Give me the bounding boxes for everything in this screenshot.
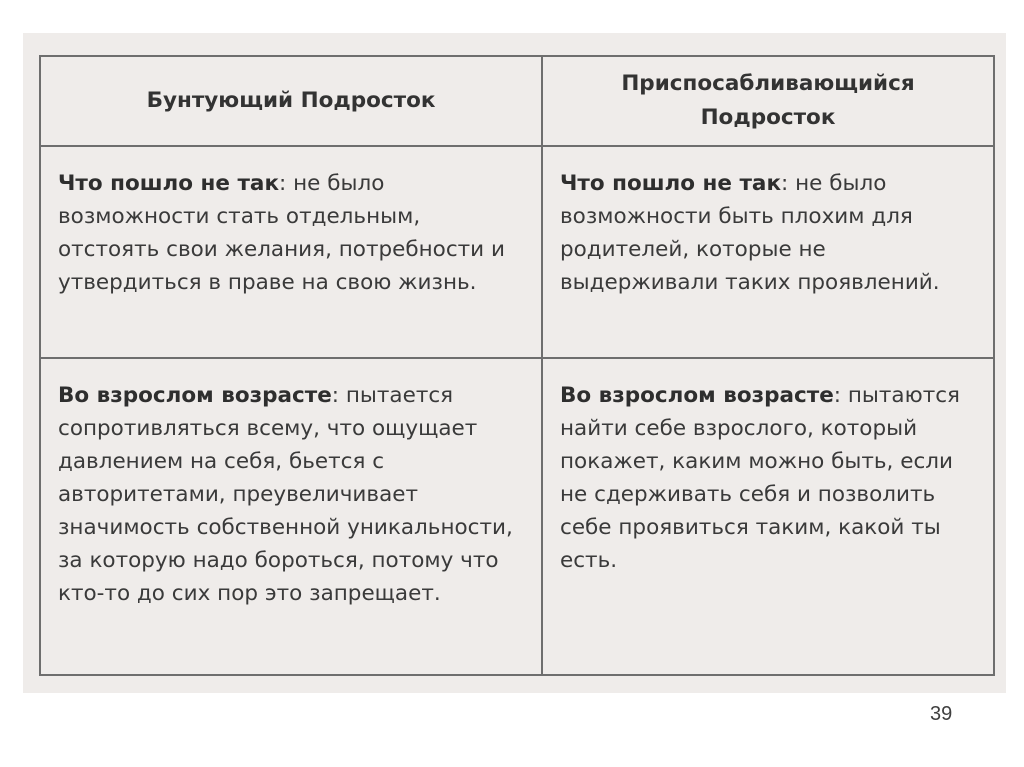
cell-text: пытается сопротивляться всему, что ощущает давлением на себя, бьется с авторитетами, преувеличивает значимость собственной уникальности, за которую надо бороться, потому что кто-то до сих пор это запрещает. [58, 383, 513, 606]
cell-rebellious-adulthood: Во взрослом возрасте: пытается сопротивляться всему, что ощущает давлением на себя, бьется с авторитетами, преувеличивает значимость собственной уникальности, за которую надо бороться, потому что кто-то до сих пор это запрещает. [40, 358, 542, 675]
cell-text: не было возможности стать отдельным, отстоять свои желания, потребности и утвердиться в праве на свою жизнь. [58, 171, 505, 295]
table-row [40, 358, 994, 675]
content-panel [23, 33, 1006, 693]
header-rebellious-teen: Бунтующий Подросток [40, 56, 542, 146]
cell-rebellious-what-went-wrong: Что пошло не так: не было возможности стать отдельным, отстоять свои желания, потребности и утвердиться в праве на свою жизнь. [40, 146, 542, 358]
cell-label: Что пошло не так [560, 171, 782, 196]
table-header-row [40, 56, 994, 146]
page-number: 39 [930, 703, 953, 725]
header-adapting-teen: Приспосабливающийся Подросток [542, 56, 994, 146]
cell-label: Во взрослом возрасте [560, 383, 834, 408]
cell-text: не было возможности быть плохим для родителей, которые не выдерживали таких проявлений. [560, 171, 940, 295]
cell-adapting-adulthood: Во взрослом возрасте: пытаются найти себе взрослого, который покажет, каким можно быть, если не сдерживать себя и позволить себе проявиться таким, какой ты есть. [542, 358, 994, 675]
table-row [40, 146, 994, 358]
cell-text: пытаются найти себе взрослого, который покажет, каким можно быть, если не сдерживать себя и позволить себе проявиться таким, какой ты есть. [560, 383, 960, 573]
comparison-table [39, 55, 995, 676]
cell-label: Во взрослом возрасте [58, 383, 332, 408]
cell-label: Что пошло не так [58, 171, 280, 196]
cell-adapting-what-went-wrong: Что пошло не так: не было возможности быть плохим для родителей, которые не выдерживали таких проявлений. [542, 146, 994, 358]
